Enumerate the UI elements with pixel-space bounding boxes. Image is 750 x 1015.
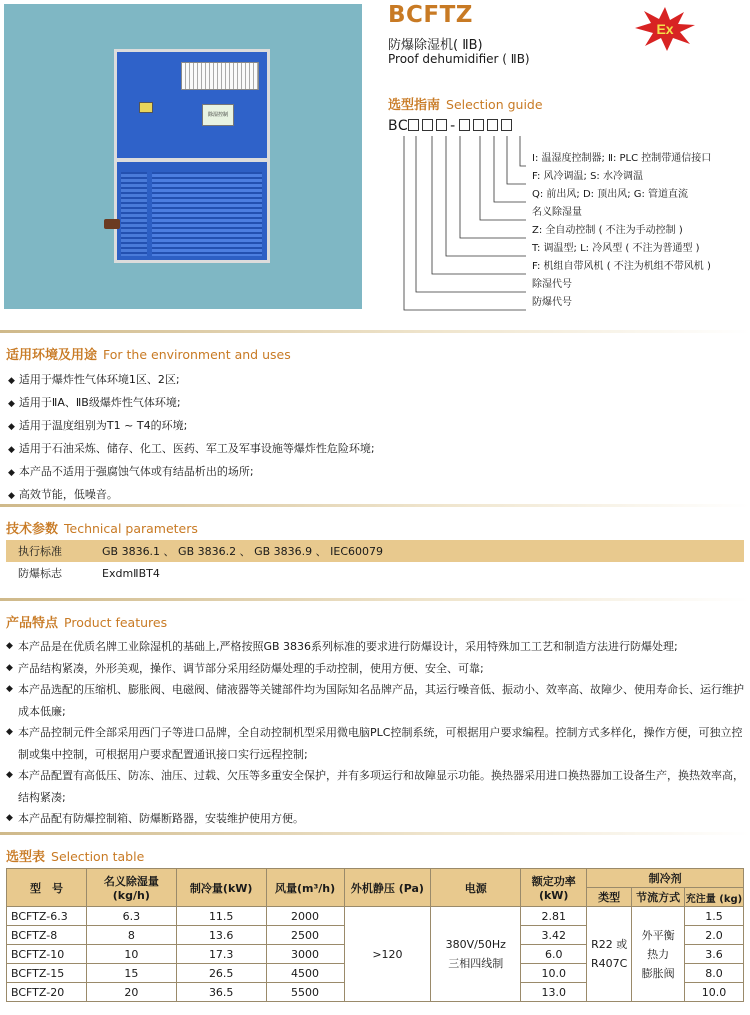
list-item: ◆ 适用于爆炸性气体环境1区、2区; bbox=[8, 369, 375, 392]
section-divider bbox=[0, 832, 750, 835]
ex-badge-text: Ex bbox=[656, 21, 674, 37]
table-row bbox=[7, 907, 744, 926]
cell-charge: 2.0 bbox=[685, 926, 744, 945]
environment-heading bbox=[6, 344, 291, 363]
list-item: ◆ 本产品不适用于强腐蚀气体或有结晶析出的场所; bbox=[8, 461, 375, 484]
col-header-dehum-label: 名义除湿量 bbox=[103, 875, 159, 888]
param-label: 执行标准 bbox=[18, 545, 62, 558]
air-outlet-grille bbox=[181, 62, 259, 90]
throttle-line: 膨胀阀 bbox=[641, 966, 675, 980]
col-header-dehum-unit: (kg/h) bbox=[112, 889, 150, 902]
code-box bbox=[459, 119, 470, 131]
cell-cooling: 36.5 bbox=[176, 983, 266, 1002]
list-item: ◆ 适用于ⅡA、ⅡB级爆炸性气体环境; bbox=[8, 392, 375, 415]
legend-item: F: 风冷调温; S: 水冷调温 bbox=[532, 171, 643, 182]
cell-cooling: 26.5 bbox=[176, 964, 266, 983]
cell-airflow: 2500 bbox=[266, 926, 344, 945]
features-list bbox=[6, 636, 744, 830]
code-prefix: BC bbox=[388, 118, 409, 134]
technical-table bbox=[6, 540, 744, 584]
code-leader-lines bbox=[396, 132, 534, 322]
code-legend bbox=[532, 150, 711, 312]
selection-guide-title-en: Selection guide bbox=[446, 97, 543, 112]
cell-dehum: 10 bbox=[86, 945, 176, 964]
features-title-cn: 产品特点 bbox=[6, 616, 59, 631]
list-item: ◆ 适用于温度组别为T1 ~ T4的环境; bbox=[8, 415, 375, 438]
cell-charge: 10.0 bbox=[685, 983, 744, 1002]
cell-rated: 10.0 bbox=[521, 964, 587, 983]
cell-cooling: 17.3 bbox=[176, 945, 266, 964]
selection-guide-heading bbox=[388, 94, 543, 113]
param-label: 防爆标志 bbox=[18, 567, 62, 580]
cell-airflow: 4500 bbox=[266, 964, 344, 983]
col-header-airflow: 风量(m³/h) bbox=[266, 869, 344, 907]
ref-type-line: R22 或 bbox=[591, 938, 628, 951]
cell-dehum: 20 bbox=[86, 983, 176, 1002]
col-header-refrigerant: 制冷剂 bbox=[587, 869, 744, 888]
throttle-line: 热力 bbox=[647, 947, 670, 961]
list-item: ◆ 本产品控制元件全部采用西门子等进口品牌，全自动控制机型采用微电脑PLC控制系统，可根据用户要求编程。控制方式多样化，操作方便，可独立控制或集中控制，可根据用户要求配置通讯接口实行远程控制; bbox=[6, 722, 744, 765]
technical-title-cn: 技术参数 bbox=[6, 522, 59, 537]
param-value: ExdmⅡBT4 bbox=[102, 566, 160, 580]
code-box bbox=[436, 119, 447, 131]
unit-lower-cabinet bbox=[114, 159, 270, 263]
cell-rated: 3.42 bbox=[521, 926, 587, 945]
cell-power bbox=[431, 907, 521, 1002]
cell-model: BCFTZ-6.3 bbox=[7, 907, 87, 926]
col-header-power: 电源 bbox=[431, 869, 521, 907]
cell-airflow: 3000 bbox=[266, 945, 344, 964]
legend-item: T: 调温型; L: 冷风型 ( 不注为普通型 ) bbox=[532, 243, 700, 254]
col-header-dehum bbox=[86, 869, 176, 907]
col-header-rated-label: 额定功率 bbox=[531, 875, 576, 888]
features-title-en: Product features bbox=[64, 615, 168, 630]
power-line: 380V/50Hz bbox=[445, 938, 506, 951]
list-item: ◆ 本产品配有防爆控制箱、防爆断路器，安装维护使用方便。 bbox=[6, 808, 744, 830]
control-panel: 除湿控制 bbox=[202, 104, 234, 126]
code-dash: - bbox=[450, 118, 456, 134]
power-line: 三相四线制 bbox=[448, 957, 504, 970]
list-item: ◆ 产品结构紧凑，外形美观，操作、调节部分采用经防爆处理的手动控制，使用方便、安全、可靠; bbox=[6, 658, 744, 680]
col-header-ref-charge: 充注量 (kg) bbox=[685, 888, 744, 907]
list-item: ◆ 本产品配置有高低压、防冻、油压、过载、欠压等多重安全保护，并有多项运行和故障显示功能。换热器采用进口换热器加工设备生产，换热效率高，结构紧凑; bbox=[6, 765, 744, 808]
technical-heading bbox=[6, 518, 198, 537]
legend-item: 除湿代号 bbox=[532, 279, 572, 290]
selection-table-heading bbox=[6, 846, 144, 865]
list-item: ◆ 本产品选配的压缩机、膨胀阀、电磁阀、储液器等关键部件均为国际知名品牌产品，其运行噪音低、振动小、效率高、故障少、使用寿命长、运行维护成本低廉; bbox=[6, 679, 744, 722]
cell-cooling: 13.6 bbox=[176, 926, 266, 945]
cell-model: BCFTZ-8 bbox=[7, 926, 87, 945]
environment-title-cn: 适用环境及用途 bbox=[6, 348, 98, 363]
cell-model: BCFTZ-15 bbox=[7, 964, 87, 983]
list-item: ◆ 本产品是在优质名牌工业除湿机的基础上,严格按照GB 3836系列标准的要求进行防爆设计，采用特殊加工工艺和制造方法进行防爆处理; bbox=[6, 636, 744, 658]
col-header-pressure: 外机静压 (Pa) bbox=[344, 869, 431, 907]
selection-table-title-en: Selection table bbox=[51, 849, 145, 864]
cell-dehum: 8 bbox=[86, 926, 176, 945]
cell-cooling: 11.5 bbox=[176, 907, 266, 926]
table-row bbox=[6, 540, 744, 562]
col-header-ref-type: 类型 bbox=[587, 888, 632, 907]
selection-table bbox=[6, 868, 744, 1002]
ex-explosion-badge bbox=[634, 6, 696, 52]
side-louver bbox=[121, 172, 147, 256]
selection-table-title-cn: 选型表 bbox=[6, 850, 46, 865]
col-header-ref-throttle: 节流方式 bbox=[632, 888, 685, 907]
code-box bbox=[501, 119, 512, 131]
legend-item: F: 机组自带风机 ( 不注为机组不带风机 ) bbox=[532, 261, 711, 272]
code-box bbox=[487, 119, 498, 131]
legend-item: 防爆代号 bbox=[532, 297, 572, 308]
cell-rated: 13.0 bbox=[521, 983, 587, 1002]
cell-model: BCFTZ-10 bbox=[7, 945, 87, 964]
list-item: ◆ 适用于石油采炼、储存、化工、医药、军工及军事设施等爆炸性危险环境; bbox=[8, 438, 375, 461]
throttle-line: 外平衡 bbox=[641, 928, 675, 942]
code-box bbox=[408, 119, 419, 131]
list-item: ◆ 高效节能，低噪音。 bbox=[8, 484, 375, 507]
product-subtitle-en: Proof dehumidifier ( ⅡB) bbox=[388, 52, 530, 66]
selection-guide-title-cn: 选型指南 bbox=[388, 98, 441, 113]
front-louver bbox=[152, 172, 262, 256]
table-row bbox=[6, 562, 744, 584]
cell-rated: 2.81 bbox=[521, 907, 587, 926]
col-header-rated bbox=[521, 869, 587, 907]
cell-charge: 1.5 bbox=[685, 907, 744, 926]
cell-pressure: >120 bbox=[344, 907, 431, 1002]
valve-handle bbox=[104, 219, 120, 229]
ex-label-plate bbox=[139, 102, 153, 113]
section-divider bbox=[0, 598, 750, 601]
product-subtitle-cn: 防爆除湿机( ⅡB) bbox=[388, 38, 483, 53]
legend-item: 名义除湿量 bbox=[532, 207, 582, 218]
product-title: BCFTZ bbox=[388, 2, 473, 28]
col-header-model: 型 号 bbox=[7, 869, 87, 907]
code-box bbox=[473, 119, 484, 131]
cell-airflow: 5500 bbox=[266, 983, 344, 1002]
environment-title-en: For the environment and uses bbox=[103, 347, 291, 362]
cell-model: BCFTZ-20 bbox=[7, 983, 87, 1002]
param-value: GB 3836.1 、 GB 3836.2 、 GB 3836.9 、 IEC60079 bbox=[102, 545, 384, 558]
col-header-cooling: 制冷量(kW) bbox=[176, 869, 266, 907]
product-photo bbox=[4, 4, 362, 309]
cell-dehum: 15 bbox=[86, 964, 176, 983]
environment-list bbox=[8, 369, 375, 507]
cell-charge: 3.6 bbox=[685, 945, 744, 964]
cell-rated: 6.0 bbox=[521, 945, 587, 964]
cell-airflow: 2000 bbox=[266, 907, 344, 926]
features-heading bbox=[6, 612, 167, 631]
cell-ref-throttle bbox=[632, 907, 685, 1002]
legend-item: Ⅰ: 温湿度控制器; Ⅱ: PLC 控制带通信接口 bbox=[532, 153, 712, 164]
ref-type-line: R407C bbox=[590, 957, 628, 970]
technical-title-en: Technical parameters bbox=[64, 521, 198, 536]
col-header-rated-unit: (kW) bbox=[538, 889, 569, 902]
legend-item: Q: 前出风; D: 顶出风; G: 管道直流 bbox=[532, 189, 689, 200]
cell-charge: 8.0 bbox=[685, 964, 744, 983]
section-divider bbox=[0, 330, 750, 333]
legend-item: Z: 全自动控制 ( 不注为手动控制 ) bbox=[532, 225, 683, 236]
cell-dehum: 6.3 bbox=[86, 907, 176, 926]
unit-upper-cabinet bbox=[114, 49, 270, 161]
cell-ref-type bbox=[587, 907, 632, 1002]
section-divider bbox=[0, 504, 750, 507]
code-box bbox=[422, 119, 433, 131]
